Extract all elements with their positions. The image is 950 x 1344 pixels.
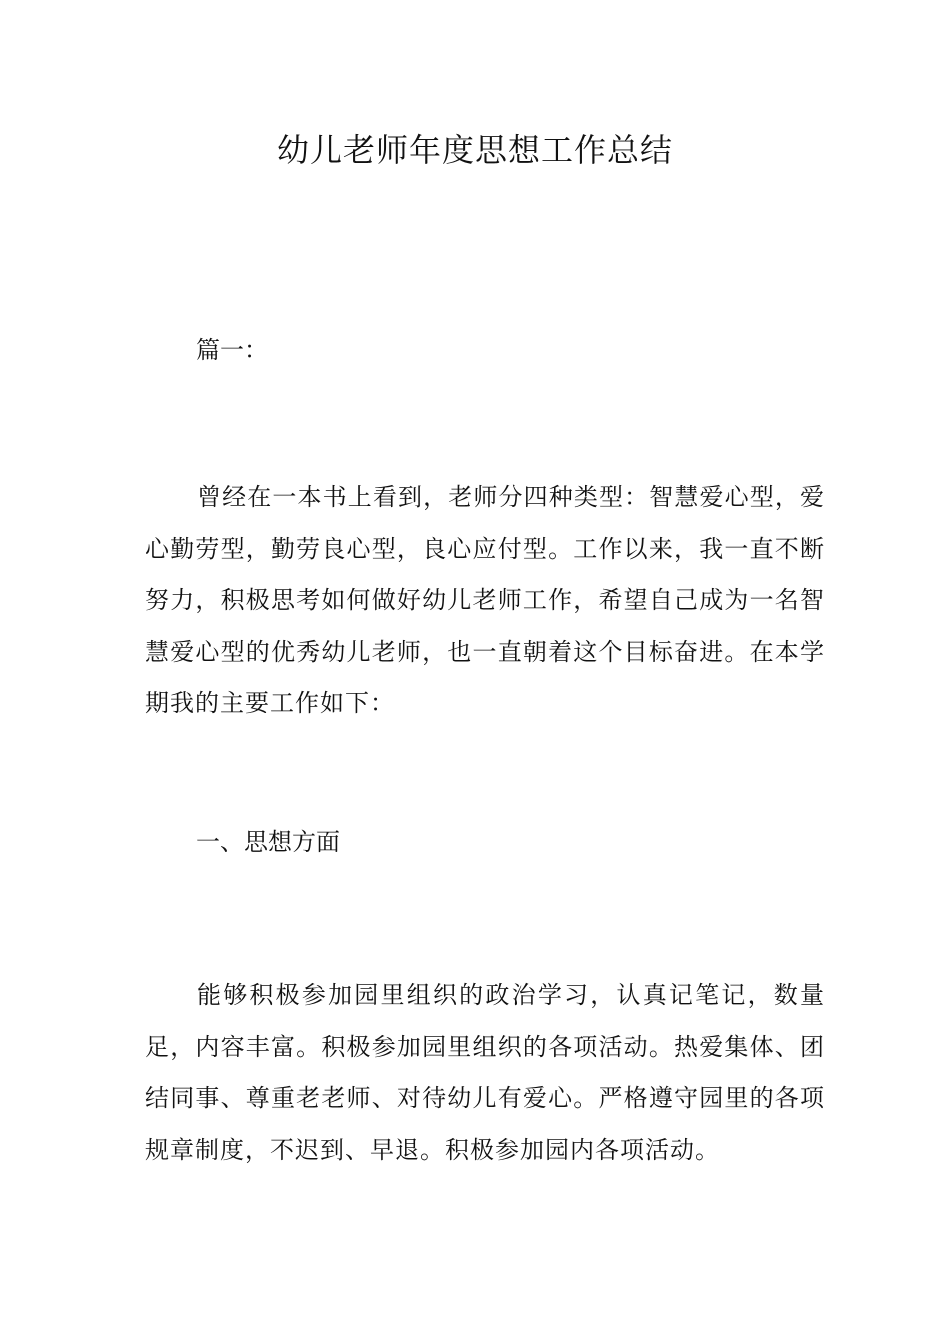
intro-paragraph: 曾经在一本书上看到，老师分四种类型：智慧爱心型，爱心勤劳型，勤劳良心型，良心应付型。工作以来，我一直不断努力，积极思考如何做好幼儿老师工作，希望自己成为一名智慧爱心型的优秀幼儿老师，也一直朝着这个目标奋进。在本学期我的主要工作如下：: [145, 483, 825, 717]
section-heading: 一、思想方面: [196, 828, 340, 856]
document-title: 幼儿老师年度思想工作总结: [276, 131, 673, 169]
section-paragraph: 能够积极参加园里组织的政治学习，认真记笔记，数量足，内容丰富。积极参加园里组织的各项活动。热爱集体、团结同事、尊重老老师、对待幼儿有爱心。严格遵守园里的各项规章制度，不迟到、早退。积极参加园内各项活动。: [145, 981, 825, 1164]
part-label: 篇一：: [196, 336, 268, 364]
